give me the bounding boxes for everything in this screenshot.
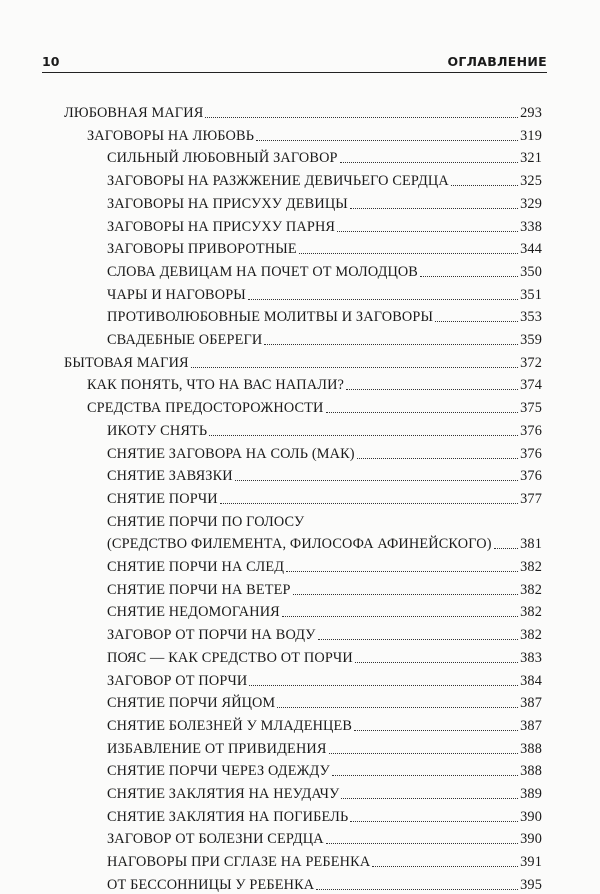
toc-entry[interactable]: [107, 463, 542, 485]
dot-leader: [277, 707, 518, 708]
toc-entry[interactable]: [107, 736, 542, 758]
toc-entry-title: СНЯТИЕ ЗАВЯЗКИ: [107, 468, 233, 485]
toc-entry-page: 389: [520, 786, 542, 802]
dot-leader: [350, 821, 518, 822]
toc-entry-title: СРЕДСТВА ПРЕДОСТОРОЖНОСТИ: [87, 400, 324, 417]
toc-entry[interactable]: [107, 531, 542, 553]
toc-entry-page: 390: [520, 831, 542, 848]
dot-leader: [209, 435, 518, 436]
toc-entry-page: 321: [520, 150, 542, 167]
page-header: [42, 50, 547, 73]
dot-leader: [420, 276, 518, 277]
toc-entry[interactable]: [107, 645, 542, 667]
toc-entry-page: 372: [520, 354, 542, 371]
toc-entry[interactable]: [107, 191, 542, 213]
toc-entry[interactable]: [107, 304, 542, 326]
dot-leader: [256, 140, 518, 141]
toc-entry-page: 376: [520, 445, 542, 462]
dot-leader: [318, 639, 519, 640]
toc-entry-page: 351: [520, 286, 542, 303]
toc-entry[interactable]: [107, 713, 542, 735]
toc-entry[interactable]: [107, 554, 542, 576]
toc-entry-page: 388: [520, 740, 542, 757]
toc-entry-page: 384: [520, 672, 542, 689]
dot-leader: [341, 798, 518, 799]
toc-entry[interactable]: [107, 327, 542, 349]
toc-entry-title: СЛОВА ДЕВИЦАМ НА ПОЧЕТ ОТ МОЛОДЦОВ: [107, 263, 418, 280]
toc-entry-page: 376: [520, 468, 542, 485]
dot-leader: [337, 231, 518, 232]
toc-entry-page: 376: [520, 422, 542, 439]
toc-entry-page: 293: [520, 105, 542, 121]
dot-leader: [235, 480, 518, 481]
toc-entry-title: СНЯТИЕ ПОРЧИ НА СЛЕД: [107, 559, 285, 575]
dot-leader: [355, 662, 518, 663]
toc-entry-title: СНЯТИЕ НЕДОМОГАНИЯ: [107, 604, 280, 621]
toc-entry[interactable]: [107, 236, 542, 258]
toc-entry[interactable]: [107, 804, 542, 826]
toc-entry-title: СНЯТИЕ БОЛЕЗНЕЙ У МЛАДЕНЦЕВ: [107, 717, 353, 734]
toc-entry-title: ЗАГОВОР ОТ ПОРЧИ НА ВОДУ: [107, 627, 316, 644]
dot-leader: [220, 503, 518, 504]
toc-entry-title: СНЯТИЕ ПОРЧИ ЧЕРЕЗ ОДЕЖДУ: [107, 763, 330, 780]
dot-leader: [299, 253, 518, 254]
toc-entry-page: 329: [520, 195, 542, 212]
toc-entry[interactable]: [107, 282, 542, 304]
dot-leader: [316, 889, 518, 890]
toc-entry-title: ОТ БЕССОННИЦЫ У РЕБЕНКА: [107, 876, 315, 893]
toc-entry[interactable]: [107, 577, 542, 599]
toc-entry-title: ЗАГОВОРЫ НА РАЗЖЖЕНИЕ ДЕВИЧЬЕГО СЕРДЦА: [107, 173, 449, 190]
toc-entry[interactable]: [107, 418, 542, 440]
toc-entry-title: СИЛЬНЫЙ ЛЮБОВНЫЙ ЗАГОВОР: [107, 150, 338, 167]
toc-entry[interactable]: [107, 259, 542, 281]
toc-entry-page: 391: [520, 854, 542, 871]
toc-entry-page: 374: [520, 377, 542, 394]
toc-entry-title: БЫТОВАЯ МАГИЯ: [64, 354, 189, 371]
toc-entry[interactable]: [107, 441, 542, 463]
toc-entry-title: КАК ПОНЯТЬ, ЧТО НА ВАС НАПАЛИ?: [87, 377, 345, 394]
toc-entry-title: СНЯТИЕ ПОРЧИ ЯЙЦОМ: [107, 695, 276, 712]
dot-leader: [326, 412, 519, 413]
dot-leader: [350, 208, 518, 209]
toc-entry-page: 388: [520, 763, 542, 780]
toc-entry-title: ИКОТУ СНЯТЬ: [107, 422, 208, 439]
toc-entry[interactable]: [107, 826, 542, 848]
toc-entry[interactable]: [107, 781, 542, 803]
toc-entry-page: 359: [520, 332, 542, 348]
dot-leader: [249, 685, 518, 686]
dot-leader: [286, 571, 518, 572]
dot-leader: [340, 162, 518, 163]
toc-entry-title: СНЯТИЕ ПОРЧИ: [107, 490, 218, 507]
toc-entry-title: СВАДЕБНЫЕ ОБЕРЕГИ: [107, 332, 263, 348]
dot-leader: [451, 185, 518, 186]
toc-entry-page: 319: [520, 127, 542, 144]
toc-entry-page: 325: [520, 173, 542, 190]
toc-entry[interactable]: [107, 872, 542, 894]
dot-leader: [357, 458, 518, 459]
toc-entry[interactable]: [64, 350, 542, 372]
toc-entry-page: 377: [520, 490, 542, 507]
toc-entry-page: 382: [520, 581, 542, 598]
toc-entry[interactable]: [107, 214, 542, 236]
toc-entry-page: 382: [520, 559, 542, 575]
toc-entry-title: СНЯТИЕ ЗАКЛЯТИЯ НА НЕУДАЧУ: [107, 786, 340, 802]
toc-entry[interactable]: [87, 395, 542, 417]
toc-entry-page: 383: [520, 649, 542, 666]
toc-entry-page: 395: [520, 876, 542, 893]
page-number: 10: [42, 54, 60, 69]
toc-entry-title: ПРОТИВОЛЮБОВНЫЕ МОЛИТВЫ И ЗАГОВОРЫ: [107, 309, 434, 326]
dot-leader: [346, 389, 518, 390]
toc-entry[interactable]: [107, 486, 542, 508]
toc-entry[interactable]: [87, 372, 542, 394]
toc-entry-page: 344: [520, 241, 542, 258]
toc-entry[interactable]: [64, 100, 542, 122]
toc-entry[interactable]: [107, 849, 542, 871]
dot-leader: [326, 843, 518, 844]
dot-leader: [248, 299, 518, 300]
toc-entry-page: 387: [520, 695, 542, 712]
toc-entry-page: 390: [520, 808, 542, 825]
toc-entry-title: СНЯТИЕ ЗАГОВОРА НА СОЛЬ (МАК): [107, 445, 355, 462]
toc-entry-page: 382: [520, 627, 542, 644]
toc-entry-title: ЗАГОВОРЫ НА ПРИСУХУ ПАРНЯ: [107, 218, 336, 235]
toc-entry-title: ЗАГОВОР ОТ ПОРЧИ: [107, 672, 248, 689]
running-title: ОГЛАВЛЕНИЕ: [447, 54, 547, 69]
dot-leader: [282, 616, 518, 617]
toc-entry-page: 387: [520, 717, 542, 734]
toc-entry-title: СНЯТИЕ ПОРЧИ ПО ГОЛОСУ: [107, 513, 305, 530]
dot-leader: [372, 866, 518, 867]
toc-entry-title: НАГОВОРЫ ПРИ СГЛАЗЕ НА РЕБЕНКА: [107, 854, 371, 871]
toc-entry[interactable]: [107, 668, 542, 690]
toc-entry-title: СНЯТИЕ ПОРЧИ НА ВЕТЕР: [107, 581, 291, 598]
dot-leader: [435, 321, 518, 322]
toc-entry-page: 375: [520, 400, 542, 417]
toc-entry[interactable]: [107, 690, 542, 712]
dot-leader: [329, 753, 519, 754]
toc-entry[interactable]: [107, 168, 542, 190]
toc-entry-title: (СРЕДСТВО ФИЛЕМЕНТА, ФИЛОСОФА АФИНЕЙСКОГО): [107, 536, 492, 553]
toc-entry[interactable]: [107, 145, 542, 167]
dot-leader: [264, 344, 518, 345]
dot-leader: [191, 367, 518, 368]
toc-entry[interactable]: [107, 599, 542, 621]
toc-entry-title: ПОЯС — КАК СРЕДСТВО ОТ ПОРЧИ: [107, 649, 353, 666]
toc-entry-title: ЛЮБОВНАЯ МАГИЯ: [64, 105, 204, 121]
toc-entry-page: 350: [520, 263, 542, 280]
toc-entry-title: ЧАРЫ И НАГОВОРЫ: [107, 286, 246, 303]
dot-leader: [332, 775, 518, 776]
dot-leader: [293, 594, 518, 595]
toc-entry-title: ИЗБАВЛЕНИЕ ОТ ПРИВИДЕНИЯ: [107, 740, 327, 757]
toc-entry-page: 338: [520, 218, 542, 235]
toc-entry-title: ЗАГОВОРЫ НА ПРИСУХУ ДЕВИЦЫ: [107, 195, 348, 212]
dot-leader: [494, 548, 518, 549]
toc-entry[interactable]: [107, 758, 542, 780]
toc-entry-page: 353: [520, 309, 542, 326]
dot-leader: [354, 730, 518, 731]
toc-entry[interactable]: [107, 509, 542, 531]
dot-leader: [205, 117, 518, 118]
toc-entry-title: ЗАГОВОРЫ НА ЛЮБОВЬ: [87, 127, 255, 144]
toc-entry-title: СНЯТИЕ ЗАКЛЯТИЯ НА ПОГИБЕЛЬ: [107, 808, 349, 825]
toc-entry[interactable]: [87, 123, 542, 145]
toc-entry-page: 381: [520, 536, 542, 553]
toc-entry[interactable]: [107, 622, 542, 644]
toc-entry-title: ЗАГОВОР ОТ БОЛЕЗНИ СЕРДЦА: [107, 831, 324, 848]
toc-entry-title: ЗАГОВОРЫ ПРИВОРОТНЫЕ: [107, 241, 297, 258]
toc-entry-page: 382: [520, 604, 542, 621]
